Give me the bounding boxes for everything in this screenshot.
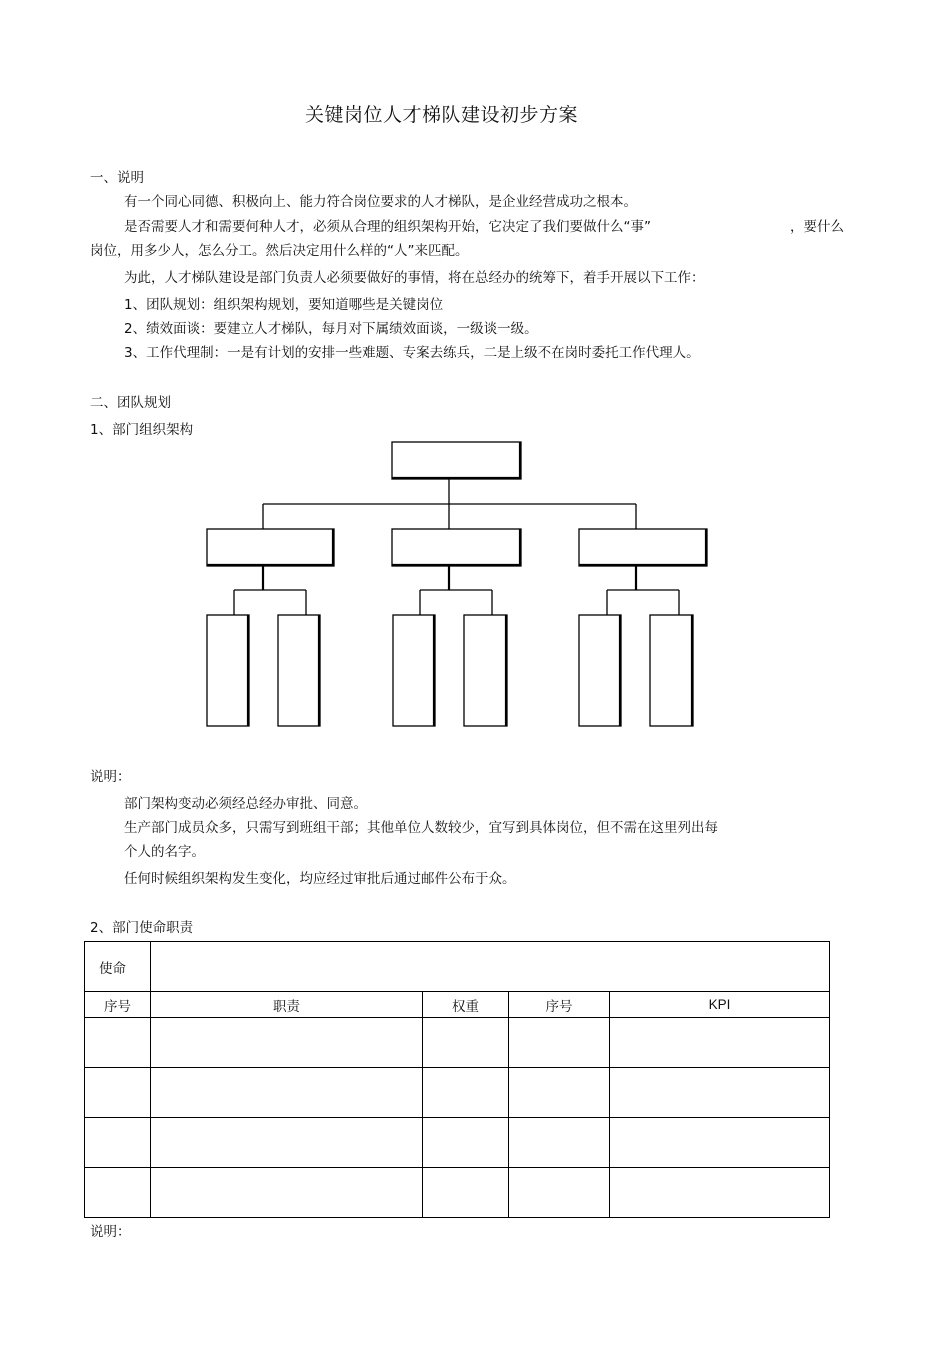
org-chart-subheading: 1、部门组织架构 — [90, 422, 194, 438]
header-index-2: 序号 — [509, 992, 610, 1018]
org-box-leaf-3 — [393, 615, 435, 726]
table-cell — [85, 1018, 151, 1068]
table-cell — [509, 1018, 610, 1068]
section-1-item-3: 3、工作代理制：一是有计划的安排一些难题、专案去练兵，二是上级不在岗时委托工作代理人。 — [124, 345, 700, 361]
table-cell — [151, 1068, 423, 1118]
table-cell — [610, 1118, 830, 1168]
mission-duty-table — [84, 941, 830, 1218]
page-title: 关键岗位人才梯队建设初步方案 — [305, 104, 579, 126]
org-box-leaf-2 — [278, 615, 320, 726]
table-cell — [423, 1018, 509, 1068]
org-box-mid-2 — [392, 529, 521, 566]
table-cell — [85, 1118, 151, 1168]
table-row — [85, 1018, 830, 1068]
table-cell — [151, 1168, 423, 1218]
table-cell — [509, 1118, 610, 1168]
table-cell — [610, 1168, 830, 1218]
section-2-heading: 二、团队规划 — [90, 395, 171, 411]
mission-value-cell — [151, 942, 830, 992]
table-row — [85, 1118, 830, 1168]
section-1-item-2: 2、绩效面谈：要建立人才梯队，每月对下属绩效面谈，一级谈一级。 — [124, 321, 538, 337]
table-cell — [509, 1168, 610, 1218]
table-header-row — [85, 992, 830, 1018]
section-1-paragraph-2c: 岗位，用多少人，怎么分工。然后决定用什么样的“人”来匹配。 — [90, 243, 469, 259]
table-cell — [610, 1018, 830, 1068]
section-1-paragraph-3: 为此，人才梯队建设是部门负责人必须要做好的事情，将在总经办的统筹下，着手开展以下工作： — [124, 270, 705, 286]
table-cell — [151, 1018, 423, 1068]
header-weight: 权重 — [423, 992, 509, 1018]
org-chart-note-3: 个人的名字。 — [124, 844, 205, 860]
org-box-leaf-1 — [207, 615, 249, 726]
org-box-leaf-5 — [579, 615, 621, 726]
section-1-paragraph-2a: 是否需要人才和需要何种人才，必须从合理的组织架构开始，它决定了我们要做什么“事” — [124, 219, 651, 235]
table-cell — [509, 1068, 610, 1118]
mission-row — [85, 942, 830, 992]
table-cell — [423, 1118, 509, 1168]
table-cell — [151, 1118, 423, 1168]
header-duty: 职责 — [151, 992, 423, 1018]
org-box-mid-1 — [207, 529, 334, 566]
section-1-heading: 一、说明 — [90, 170, 144, 186]
org-chart-note-1: 部门架构变动必须经总经办审批、同意。 — [124, 796, 367, 812]
table-cell — [423, 1068, 509, 1118]
section-1-item-1: 1、团队规划：组织架构规划，要知道哪些是关键岗位 — [124, 297, 444, 313]
table-note-label: 说明： — [90, 1224, 131, 1240]
org-chart-note-label: 说明： — [90, 769, 131, 785]
org-box-mid-3 — [579, 529, 707, 566]
table-cell — [423, 1168, 509, 1218]
header-index-1: 序号 — [85, 992, 151, 1018]
table-row — [85, 1168, 830, 1218]
section-1-paragraph-1: 有一个同心同德、积极向上、能力符合岗位要求的人才梯队，是企业经营成功之根本。 — [124, 194, 637, 210]
table-row — [85, 1068, 830, 1118]
table-cell — [610, 1068, 830, 1118]
org-chart-note-4: 任何时候组织架构发生变化，均应经过审批后通过邮件公布于众。 — [124, 871, 516, 887]
org-chart-note-2: 生产部门成员众多，只需写到班组干部；其他单位人数较少，宜写到具体岗位，但不需在这里列出每 — [124, 820, 718, 836]
table-cell — [85, 1068, 151, 1118]
org-box-top — [392, 442, 521, 479]
mission-subheading: 2、部门使命职责 — [90, 920, 194, 936]
org-box-leaf-6 — [650, 615, 693, 726]
mission-label: 使命 — [85, 942, 151, 992]
section-1-paragraph-2b: ，要什么 — [790, 219, 844, 235]
org-box-leaf-4 — [464, 615, 507, 726]
table-cell — [85, 1168, 151, 1218]
header-kpi: KPI — [610, 992, 830, 1018]
